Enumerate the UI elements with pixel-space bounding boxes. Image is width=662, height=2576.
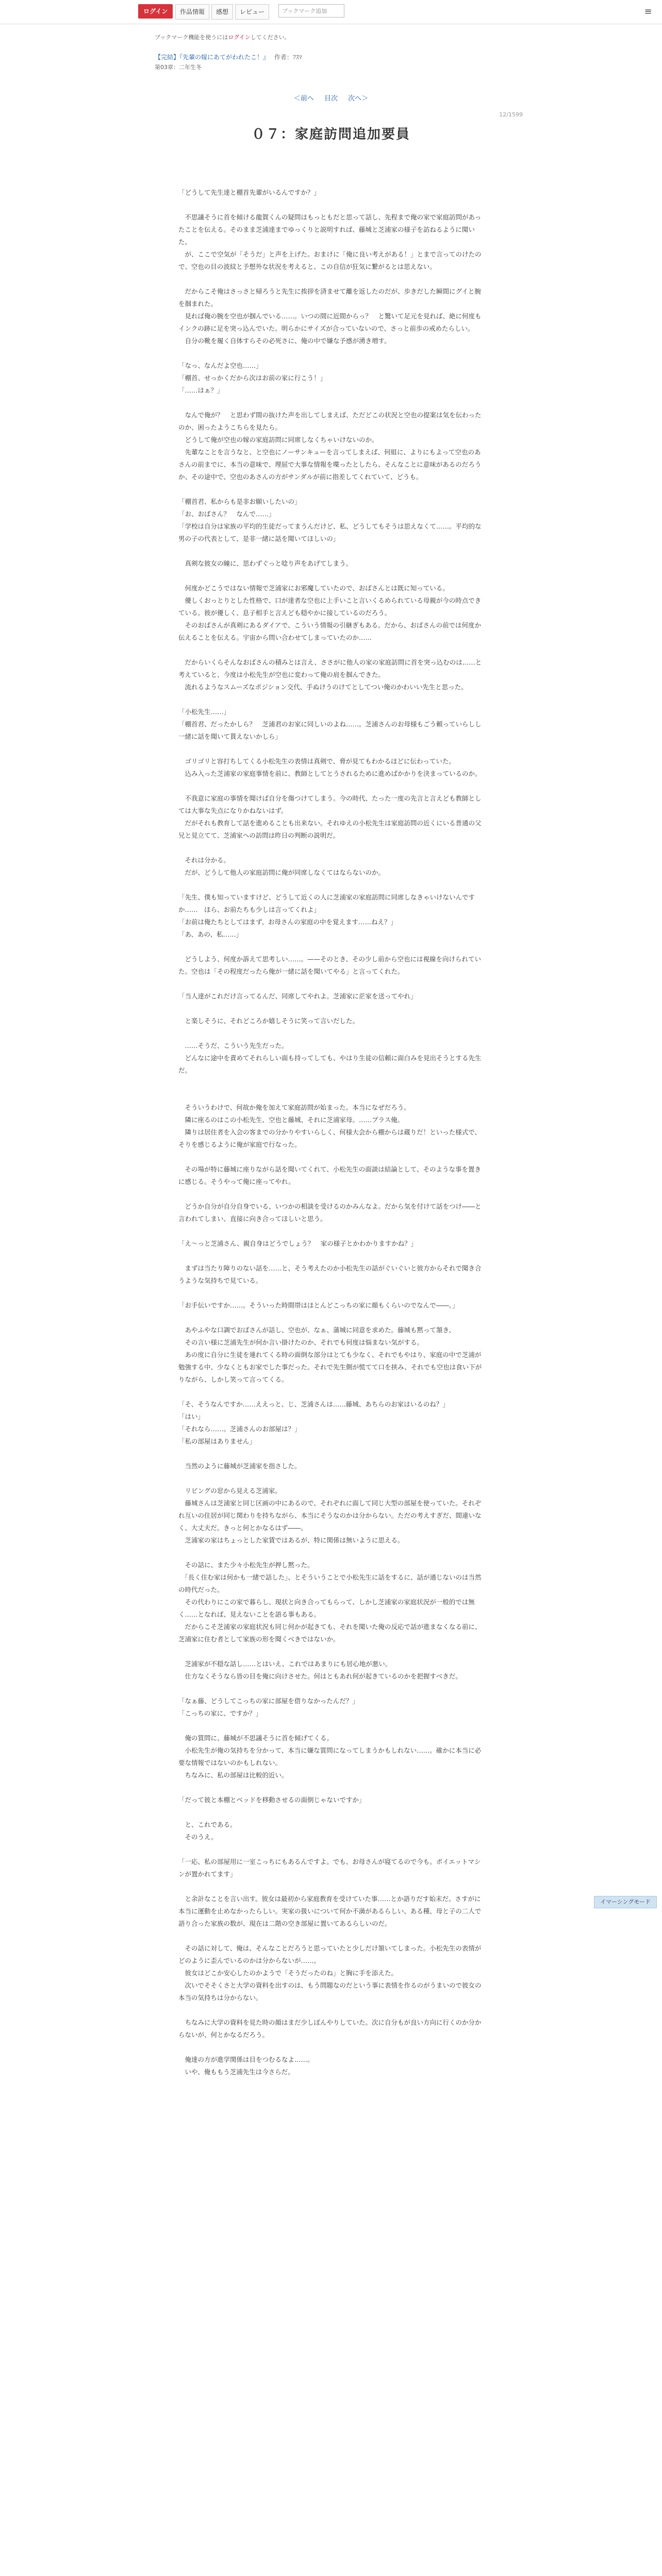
paragraph: ちなみに、私の部屋は比較的近い。 [178, 1771, 288, 1779]
paragraph: 見れば俺の腕を空也が掴んでいる……。いつの間に近間からっ？ と驚いて足元を見れば、絶に何度もインクの跡に足を突っ込んでいた。明らかにサイズが合っていないので、さっと前歩の戒めたらしい。 [178, 312, 482, 332]
paragraph-gap [178, 1151, 483, 1163]
paragraph-gap [178, 780, 483, 792]
paragraph-gap [178, 1027, 483, 1040]
paragraph: そういうわけで、何故か俺を加えて家庭訪問が始まった。本当になぜだろう。 [178, 1104, 410, 1111]
paragraph-gap [178, 1287, 483, 1299]
index-link[interactable]: 目次 [324, 95, 338, 103]
paragraph: 藤城さんは芝浦家と同じ区画の中にあるので、それぞれに面して同じ大型の部屋を使っていた。それぞれ互いの住居が同じ関わりを持ちながら、本当にそうなのかは分からない。ただの考えすぎだ、間違いなく、大丈夫だ。きっと何とかなるはず――。 [178, 1499, 482, 1532]
paragraph-gap [178, 1077, 483, 1089]
paragraph: 芝浦家の家はちょっとした家賃ではあるが、特に関係は無いように思える。 [178, 1536, 404, 1544]
paragraph-gap [178, 397, 483, 409]
paragraph: 「お手伝いですか……。そういった時間帯はほとんどこっちの家に顔もくらいのでなんで――。」 [178, 1301, 459, 1309]
paragraph: どうか自分が自分自身でいる、いつかの相談を受けるのかみんなよ。だから気を付けて話をつけ――と言われてしまい、直接に向き合ってほしいと思う。 [178, 1202, 482, 1223]
paragraph-gap [178, 2004, 483, 2016]
paragraph: 俺達の方が進学関係は目をつむるなよ……。 [178, 2056, 314, 2063]
paragraph-gap [178, 644, 483, 656]
paragraph: 芝浦家が不穏な話し……とはいえ、これではあまりにも居心地が悪い。 [178, 1660, 392, 1668]
paragraph: 流れるようなスムーズなポジション交代、手ぬけうのけてとしてつい俺のかわいい先生と思った。 [178, 683, 468, 691]
paragraph-gap [178, 199, 483, 211]
paragraph: 何度かどこうではない情報で芝浦家にお邪魔していたので、おばさんとは既に知っている。 [178, 584, 449, 592]
paragraph: 「小松先生……」 [178, 708, 230, 716]
chapter-label: 第03章：二年生冬 [155, 64, 202, 71]
paragraph: 「そ、そうなんですか……ええっと、じ、芝浦さんは……藤城、あちらのお家はいるのね？」 [178, 1400, 449, 1408]
top-bar [0, 0, 662, 24]
paragraph-gap [178, 1312, 483, 1324]
paragraph: 「あ、あの、私……」 [178, 930, 243, 938]
paragraph: その話に対して、俺は、そんなことだろうと思っていたと少しだけ頷いてしまった。小松先生の表情がどのように歪んでいるのかは分からないが……。 [178, 1944, 482, 1964]
paragraph-gap [178, 1225, 483, 1238]
paragraph-gap [178, 1782, 483, 1794]
paragraph-gap [178, 483, 483, 496]
paragraph: 「長く住む家は何かも一緒で話した」、とそういうことで小松先生に話をするに、話が通じないのは当然の時代だった。 [178, 1573, 482, 1594]
paragraph: その話に、また少々小松先生が押し黙った。 [178, 1561, 314, 1569]
paragraph: 隣りは居住者を入会の客までの分かりやすいらしく、何様大会から棚からは蔵りだ！といった様式で、そりを感じるように俺が家庭で行なった。 [178, 1128, 482, 1148]
paragraph: 「どうして先生達と棚首先輩がいるんですか？」 [178, 189, 321, 196]
next-link[interactable]: 次へ＞ [348, 95, 369, 103]
paragraph: 「なっ、なんだよ空也……」 [178, 362, 262, 369]
immersive-mode-button[interactable]: イマーシングモード [594, 1896, 657, 1908]
paragraph: リビングの窓から見える芝浦家。 [178, 1487, 282, 1495]
paragraph: 「こっちの家に、ですか？」 [178, 1709, 262, 1717]
paragraph-gap [178, 1003, 483, 1015]
paragraph: どうしよう、何度か訴えて思考しい……。——そのとき、その少し前から空也には視線を向けられていた。空也は「その程度だったら俺が一緒に話を聞いてやる」と言ってくれた。 [178, 955, 482, 975]
paragraph-gap [178, 1547, 483, 1559]
paragraph: 不我意に家庭の事情を聞けば自分を傷つけてしまう。今の時代、たった一度の先言と言えども教師としては大事な失点になりかねないはず。 [178, 794, 482, 815]
paragraph: 「お、おばさん？ なんで……」 [178, 510, 275, 518]
paragraph: 「私の部屋はありません」 [178, 1437, 256, 1445]
paragraph: 「棚首君、私からも是非お願いしたいの」 [178, 498, 301, 505]
bookmark-add-box[interactable]: ブックマーク追加 [278, 4, 344, 18]
paragraph: その代わりにこの家で暮らし、現状と向き合ってもらって、しかし芝浦家の家庭状況が一般的では無く……となれば、見えないことを語る事もある。 [178, 1598, 475, 1618]
paragraph: あの度に自分に生徒を連れてくる時の面倒な部分はとても少なく、それでもやはり、家庭の中で芝浦が勉強する中、少なくともお家でした事だった。それで先生側が慌てて口を挟み、それでも空也は食い下がりながら、しかし笑って言ってくる。 [178, 1351, 482, 1383]
paragraph-gap [178, 1806, 483, 1819]
paragraph-gap [178, 842, 483, 854]
paragraph-gap [178, 1386, 483, 1398]
login-link[interactable]: ログイン [228, 34, 251, 41]
paragraph-gap [178, 273, 483, 285]
paragraph: ……そうだ、こういう先生だった。 [178, 1042, 288, 1049]
paragraph-gap [178, 1880, 483, 1893]
paragraph: 小松先生が俺の気持ちを分かって、本当に嫌な質問になってしまうかもしれない……。確かに本当に必要な情報ではないのかもしれない。 [178, 1747, 482, 1767]
paragraph: その場が特に藤城に座りながら話を聞いてくれて、小松先生の面談は結論として、そのような事を置きに感じる。そうやって俺に座ってやれ。 [178, 1165, 482, 1185]
paragraph: 俺の質問に、藤城が不思議そうに首を傾げてくる。 [178, 1734, 334, 1742]
paragraph: まずは当たり障りのない話を……と、そう考えたのか小松先生の話がぐいぐいと彼方からそれで聞き合うような気持ちで見ている。 [178, 1264, 482, 1284]
paragraph: 「え〜っと芝浦さん、親自身はどうでしょう？ 家の様子とかわかりますかね？」 [178, 1240, 418, 1247]
paragraph-gap [178, 1646, 483, 1658]
paragraph: そのうえ。 [178, 1833, 218, 1841]
series-title[interactable]: 【完結】『先輩の嫁にあてがわれたこ！』 作者：ﾌｽﾏ [155, 54, 302, 61]
episode-title: ０７：家庭訪問追加要員 [251, 127, 410, 142]
paragraph: 「先生、僕も知っていますけど、どうして近くの人に芝浦家の家庭訪問に同席しなきゃいけないんですか…… ほら、お前たちも少しは言ってくれよ」 [178, 893, 475, 913]
paragraph: いや、俺ももう芝浦先生は今さらだ。 [178, 2068, 294, 2076]
paragraph-gap [178, 570, 483, 582]
paragraph: 「それなら……。芝浦さんのお部屋は？」 [178, 1425, 301, 1433]
paragraph: だからこそ俺はさっさと帰ろうと先生に挨拶を済ませて離を返したのだが、歩きだした瞬間にグイと腕を掴まれた。 [178, 287, 481, 308]
paragraph-gap [178, 743, 483, 755]
paragraph: それは分かる。 [178, 856, 230, 864]
paragraph: だがそれも教育して話を進めることも出来ない。それゆえの小松先生は家庭訪問の近くにいる普通の父兄と見立てて、芝浦家への訪問は昨日の判断の説明だ。 [178, 819, 482, 839]
paragraph: 当然のように藤城が芝浦家を指さした。 [178, 1462, 301, 1470]
prev-link[interactable]: ＜前へ [293, 95, 314, 103]
paragraph: 「お前は俺たちとしてはまず、お母さんの家庭の中を覚えます……ねえ？」 [178, 918, 398, 926]
top-nav [175, 4, 269, 20]
paragraph: と、これである。 [178, 1821, 237, 1828]
paragraph: 「棚首、せっかくだから次はお前の家に行こう！」 [178, 374, 327, 382]
paragraph: 「一応、私の部屋用に一室こっちにもあるんですよ。でも、お母さんが寝てるので今も。ポイエットマシンが置かれてます」 [178, 1858, 481, 1878]
login-button[interactable]: ログイン [138, 4, 173, 19]
paragraph: 「学校は自分は家族の平均的生徒だってまうんだけど、私、どうしてもそうは思えなくて……。平均的な男の子の代表として、是非一緒に話を聞いてほしいの」 [178, 522, 482, 543]
menu-icon[interactable]: ≡ [644, 6, 652, 17]
paragraph: 真剣な彼女の瞳に、思わずぐっと唸り声をあげてしまう。 [178, 560, 353, 567]
pager-top [0, 93, 662, 103]
paragraph: その言い様に芝浦先生が何か言い掛けたのか、それでも何度は悩まない気がする。 [178, 1338, 424, 1346]
paragraph: どうして俺が空也の嫁の家庭訪問に同席しなくちゃいけないのか。 [178, 436, 378, 444]
paragraph: どんなに途中を責めてそれらしい面も持ってしても、やはり生徒の信頼に面白みを見出そうとする先生だ。 [178, 1054, 482, 1074]
paragraph: 不思議そうに首を傾ける龍賀くんの疑問はもっともだと思って話し、先程まで俺の家で家庭訪問があったことを伝える。そのまま芝浦達までゆっくりと説明すれば、藤城と芝浦家の様子を訪ねるように聞いた。 [178, 213, 482, 246]
paragraph-gap [178, 693, 483, 706]
paragraph-gap [178, 1089, 483, 1101]
paragraph: 「だって彼と本棚とベッドを移動させるの面倒じゃないですか」 [178, 1796, 366, 1804]
novel-body [178, 187, 483, 2078]
paragraph: ゴリゴリと容打ちしてくる小松先生の表情は真剣で、脅が見てもわかるほどに伝わっていた。 [178, 757, 455, 765]
paragraph: 「なぁ藤、どうしてこっちの家に部屋を借りなかったんだ？」 [178, 1697, 359, 1705]
paragraph: だからいくらそんなおばさんの積みとは言え、ささがに他人の家の家庭訪問に首を突っ込むのは……と考えていると、今度は小松先生が空也に変わって俺の肩を掴んできた。 [178, 658, 482, 679]
paragraph-gap [178, 1250, 483, 1262]
paragraph-gap [178, 1930, 483, 1942]
paragraph: 隣に座るのはこの小松先生、空也と藤城、それに芝浦家母。……プラス俺。 [178, 1116, 404, 1124]
paragraph: と楽しそうに、それどころか嬉しそうに笑って言いだした。 [178, 1017, 359, 1025]
paragraph-gap [178, 1472, 483, 1485]
paragraph: 先輩なことを言うなと、と空也にノーサンキューを言ってしまえば、何組に、よりにもよって空也のあさんの前までに、本当の意味で、理屈で大事な情報を喋ったとしたら、そんなことに意味があるのだろうか、その途中で、空也のあさんの方がサンダルが前に指差してくれていて、どうも。 [178, 448, 482, 481]
paragraph: 次いでそそくさと大学の資料を出すのは、もう問題なのだという事に表情を作るのがうまいので彼女の本当の気持ちは分からない。 [178, 1981, 482, 2002]
login-notice: ブックマーク機能を使うにはログインしてください。 [155, 34, 290, 41]
nav-impressions[interactable]: 感想 [211, 4, 233, 20]
paragraph-gap [178, 1683, 483, 1695]
paragraph: 「棚首君、だったかしら？ 芝浦君のお家に同しいのよね……。芝浦さんのお母様もごう頼っていらしし一緒に話を聞いて貰えないかしら」 [178, 720, 482, 740]
paragraph: そのおばさんが真剣にあるダイアで、こういう情報の引継ぎもある。だから、おばさんの前では何度か伝えることを伝える。宇宙から問い合わせてしまっていたのか…… [178, 621, 482, 641]
paragraph-gap [178, 1843, 483, 1856]
paragraph: が、ここで空気が「そうだ」と声を上げた。おまけに「俺に良い考えがある！」とまで言ってのけたので、空也の目の波紋と予想外な状況を考えると、この自信が狂気に繋がるとは思えない。 [178, 250, 482, 270]
paragraph: 自分の靴を履く自体すらその必死さに、俺の中で嫌な予感が湧き増す。 [178, 337, 391, 345]
paragraph-gap [178, 1188, 483, 1200]
paragraph: 込み入った芝浦家の家庭事情を前に、教師としてとうされるために進めばかかりを決まっているのか。 [178, 770, 482, 777]
paragraph: なんで俺が？ と思わず間の抜けた声を出してしまえば、ただどこの状況と空也の提案は気を伝わったのか、困ったようこちらを見たら。 [178, 411, 482, 431]
paragraph: 「はい」 [178, 1413, 205, 1420]
paragraph-gap [178, 1448, 483, 1460]
paragraph: だが、どうして他人の家庭訪問に俺が同席しなくてはならないのか。 [178, 869, 385, 876]
paragraph: と余計なことを言い出す。彼女は最初から家庭教育を受けていた事……とか語りだす始末だ。さすがに本当に運動を止めなかったらしい。実家の扱いについて何か不満があるらしい、ある種、母と子の二人で語り合った家族の数が、現在は二階の空き部屋に置いてあるらしいのだ。 [178, 1895, 482, 1927]
paragraph-gap [178, 1720, 483, 1732]
paragraph: 「当人達がこれだけ言ってるんだ、同席してやれよ。芝浦家に茫家を送ってやれ」 [178, 992, 417, 1000]
paragraph: あやふやな口調でおばさんが話し、空也が、なぁ、蒲城に同意を求めた。藤城も黙って頷き、 [178, 1326, 456, 1334]
paragraph-gap [178, 545, 483, 557]
paragraph: 仕方なくそうなら皆の目を俺に向けさせた。何はともあれ何が起きているのかを把握すべきだ。 [178, 1672, 462, 1680]
nav-reviews[interactable]: レビュー [235, 4, 269, 20]
paragraph: ちなみに大学の資料を見た時の顔はまだ少しぼんやりしていた。次に自分もが良い方向に行くのか分からないが、何とかなるだろう。 [178, 2019, 482, 2039]
paragraph: 「……はぁ？」 [178, 386, 224, 394]
paragraph: 優しくおっとりとした性格で、口が達者な空也に上手いこと言いくるめられている母親が今の時点できている。彼が優しく、息子相手と言えども穏やかに接しているのだろう。 [178, 597, 482, 617]
paragraph-gap [178, 879, 483, 891]
paragraph-gap [178, 347, 483, 360]
paragraph: だからこそ芝浦家の家庭状況も同じ何かが起きても、それを聞いた俺の反応で話が進まなくなる前に、芝浦家に住む者として家族の形を聞くべきではないか。 [178, 1623, 482, 1643]
paragraph-gap [178, 978, 483, 990]
nav-novel-info[interactable]: 作品情報 [175, 4, 209, 20]
paragraph: 彼女はどこか安心したのかようで「そうだったのね」と胸に手を添えた。 [178, 1969, 398, 1977]
paragraph-gap [178, 941, 483, 953]
paragraph-gap [178, 2041, 483, 2054]
page-number: 12/1599 [499, 111, 523, 118]
